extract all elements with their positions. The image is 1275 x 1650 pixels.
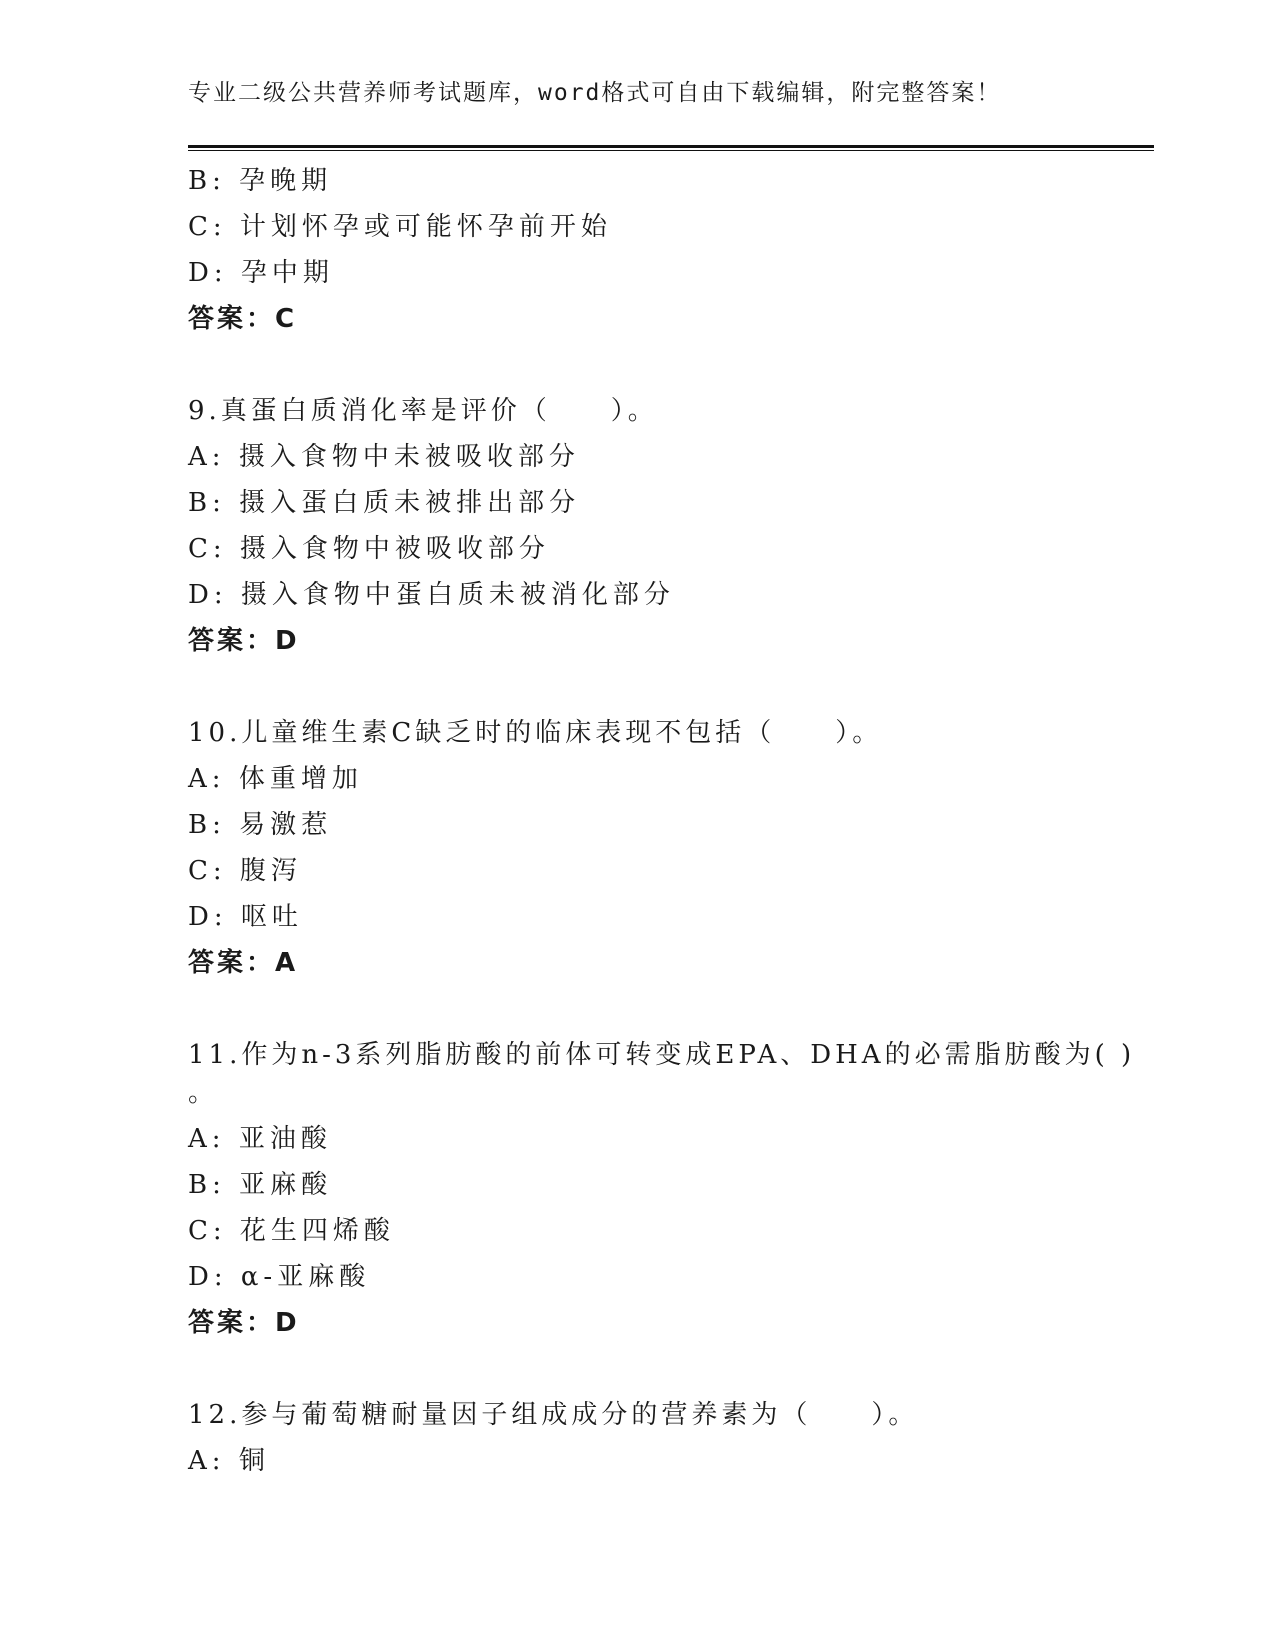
option-c xyxy=(188,204,1128,250)
option-b xyxy=(188,480,1128,526)
option-text: 孕中期 xyxy=(240,258,334,288)
option-text: 亚麻酸 xyxy=(239,1170,333,1200)
option-a xyxy=(188,434,1128,480)
option-a xyxy=(188,1116,1128,1162)
option-text: 计划怀孕或可能怀孕前开始 xyxy=(239,212,612,242)
answer-line xyxy=(188,940,1128,986)
option-letter: B: xyxy=(188,166,226,196)
option-a xyxy=(188,1438,1128,1484)
option-b xyxy=(188,158,1128,204)
option-d xyxy=(188,572,1128,618)
option-letter: A: xyxy=(188,1124,226,1154)
option-a xyxy=(188,756,1128,802)
option-text: 呕吐 xyxy=(240,902,303,932)
option-d xyxy=(188,1254,1128,1300)
document-header: 专业二级公共营养师考试题库，word格式可自由下载编辑，附完整答案！ xyxy=(188,80,1002,106)
option-letter: C: xyxy=(188,1216,227,1246)
option-text: 易激惹 xyxy=(239,810,333,840)
option-text: 花生四烯酸 xyxy=(239,1216,395,1246)
option-letter: D: xyxy=(188,902,228,932)
option-text: 摄入食物中蛋白质未被消化部分 xyxy=(240,580,675,610)
option-letter: B: xyxy=(188,1170,226,1200)
option-letter: D: xyxy=(188,1262,228,1292)
question-stem: 9.真蛋白质消化率是评价（ ）。 xyxy=(188,396,658,426)
answer-value: C xyxy=(275,304,298,334)
option-text: 体重增加 xyxy=(238,764,363,794)
answer-line xyxy=(188,618,1128,664)
option-letter: A: xyxy=(188,764,226,794)
option-letter: B: xyxy=(188,488,226,518)
header-divider xyxy=(188,145,1154,151)
option-letter: B: xyxy=(188,810,226,840)
option-d xyxy=(188,250,1128,296)
answer-label: 答案： xyxy=(188,626,276,656)
answer-value: A xyxy=(275,948,299,978)
option-b xyxy=(188,802,1128,848)
option-letter: D: xyxy=(188,580,228,610)
option-text: 腹泻 xyxy=(239,856,302,886)
option-d xyxy=(188,894,1128,940)
option-c xyxy=(188,1208,1128,1254)
answer-value: D xyxy=(275,626,300,656)
option-text: 孕晚期 xyxy=(239,166,333,196)
question-stem: 11.作为n-3系列脂肪酸的前体可转变成EPA、DHA的必需脂肪酸为( ) xyxy=(188,1040,1136,1070)
option-text: 摄入蛋白质未被排出部分 xyxy=(239,488,581,518)
option-letter: A: xyxy=(188,442,226,472)
answer-line xyxy=(188,1300,1128,1346)
option-text: 亚油酸 xyxy=(238,1124,332,1154)
question-stem: 12.参与葡萄糖耐量因子组成成分的营养素为（ ）。 xyxy=(188,1400,919,1430)
option-c xyxy=(188,526,1128,572)
question-stem-continuation: 。 xyxy=(188,1078,220,1108)
option-text: α-亚麻酸 xyxy=(240,1262,371,1292)
option-text: 摄入食物中未被吸收部分 xyxy=(238,442,580,472)
option-c xyxy=(188,848,1128,894)
question-list xyxy=(188,158,1136,1484)
option-b xyxy=(188,1162,1128,1208)
option-text: 铜 xyxy=(238,1446,270,1476)
question-stem: 10.儿童维生素C缺乏时的临床表现不包括（ ）。 xyxy=(188,718,883,748)
answer-value: D xyxy=(275,1308,300,1338)
answer-label: 答案： xyxy=(188,304,276,334)
option-letter: A: xyxy=(188,1446,226,1476)
option-letter: C: xyxy=(188,534,227,564)
option-letter: C: xyxy=(188,212,227,242)
option-letter: D: xyxy=(188,258,228,288)
answer-label: 答案： xyxy=(188,1308,276,1338)
option-text: 摄入食物中被吸收部分 xyxy=(239,534,550,564)
answer-line xyxy=(188,296,1128,342)
answer-label: 答案： xyxy=(188,948,276,978)
option-letter: C: xyxy=(188,856,227,886)
